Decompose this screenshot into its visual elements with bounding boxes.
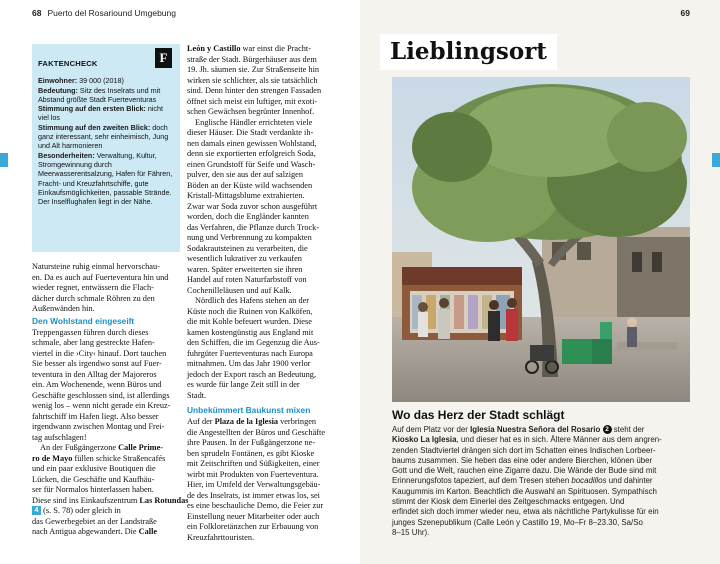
plaza-name: Plaza de la Iglesia [214, 417, 279, 426]
church-name: Iglesia Nuestra Señora del Rosario [470, 425, 601, 434]
plaza-tree-kiosk-image [392, 77, 690, 402]
right-page [360, 0, 720, 564]
running-head-text: Puerto del Rosariound Umgebung [47, 8, 176, 18]
map-reference-badge: 4 [32, 506, 41, 515]
map-reference-badge: 2 [603, 425, 612, 434]
page-edge-tab [0, 153, 8, 167]
kiosk-name: Kiosko La Iglesia [392, 435, 457, 445]
running-header [32, 8, 176, 18]
fact-entry: Einwohner: 39 000 (2018) [38, 76, 124, 86]
photo-caption-text: Auf dem Platz vor der Iglesia Nuestra Señora del Rosario 2 steht der Kiosko La Iglesia, und dieser hat es in sich. Ältere Männer aus dem angren- zenden Stadtviertel drängen sich dort im Schatten eines Indischen Lorbeer- baums zusammen. Sie heben das eine oder andere Bierchen, klönen über Gott und die Welt, rauchen eine Zigarre dazu. Die Wände der Bude sind mit Erinnerungsfotos tapeziert, auf dem Tresen stehen bocadillos und dahinter Kaugummis im Karton. Beachtlich die Auswahl an Spirituosen. Sympathisch stimmt der Kiosk dem Einerlei des Zeitgeschmacks entgegen. Und erfindet sich doch immer wieder neu, etwa als nächtliche Partykulisse für ein junges Szenepublikum (Calle León y Castillo 19, Mo–Fr 8–23.30, Sa/So 8–15 Uhr). [392, 425, 662, 537]
lieblingsort-heading: Lieblingsort [380, 34, 557, 70]
street-name: León y Castillo [187, 44, 241, 53]
fact-box-title: FAKTENCHECK [38, 59, 98, 68]
fact-entry: Stimmung auf den ersten Blick: nicht viel los [38, 104, 164, 123]
street-name: Calle Prime- [118, 443, 164, 452]
page-number: 69 [680, 8, 690, 18]
fact-entry: Stimmung auf den zweiten Blick: doch ganz interessant, sehr einheimisch, Jung und Alt harmonieren [38, 122, 169, 151]
photo-title: Wo das Herz der Stadt schlägt [392, 408, 565, 422]
right-column-text: León y Castillo war einst die Pracht- straße der Stadt. Bürgerhäuser aus dem 19. Jh. säumen sie. Zur Straßenseite hin wirken sie schlichter, als sie tatsächlich sind. Denn hinter den strengen Fassaden öffnet sich meist ein luftiger, mit exoti- schen Gewächsen begrünter Innenhof. Englische Händler errichteten viele dieser Häuser. Die Stadt verdankte ih- nen damals einen gewissen Wohlstand, denn sie exportierten erfolgreich Soda, einen Grundstoff für Seife und Wasch- pulver, den sie aus der auf salzigen Böden an der Küste wild wachsenden Kristall-Mittagsblume extrahierten. Zwar war Soda zuvor schon ausgeführt worden, doch die Engländer kannten das Verfahren, die Pflanze durch Trock- nung und Verbrennung zu kompakten Sodakrautsteinen zu verarbeiten, die wesentlich lukrativer zu verkaufen waren. Später erweiterten sie ihren Handel auf roten Naturfarbstoff von Cochenilleläusen und auf Kalk. Nördlich des Hafens stehen an der Küste noch die Ruinen von Kalköfen, die mit Kohle befeuert wurden. Diese kamen kostengünstig aus England mit den Schiffen, die im Gegenzug die Aus- fuhrgüter Fuerteventuras nach Europa mitnahmen. Um das Jahr 1900 verlor jedoch der Export rasch an Bedeutung, es wurde für lange Zeit still in der Stadt. Unbekümmert Baukunst mixen Auf der Plaza de la Iglesia verbringen die Angestellten der Büros und Geschäfte ihre Pausen. In der Fußgängerzone ne- ben sprudeln Fontänen, es gibt Kioske mit Zeitschriften und Süßigkeiten, einer wirbt mit Produkten von Fuerteventura. Hier, im Umfeld der Verwaltungsgebäu- de des Inselrats, ist immer etwas los, sei es eine beschauliche Demo, die Feier zur Einstellung neuer Mitarbeiter oder auch ein Folkloretänzchen zur Erbauung von Kreuzfahrttouristen. [187, 44, 333, 543]
fact-box [32, 44, 180, 252]
mall-name: Las Rotundas [139, 495, 189, 505]
page-number: 68 [32, 8, 42, 18]
page-edge-tab [712, 153, 720, 167]
section-heading-wohlstand: Den Wohlstand eingeseift [32, 315, 135, 326]
fact-check-badge-icon: F [155, 48, 172, 68]
fact-entry: Bedeutung: Sitz des Inselrats und mit Abstand größte Stadt Fuerteventuras [38, 85, 161, 104]
section-heading-baukunst: Unbekümmert Baukunst mixen [187, 405, 311, 415]
fact-entry: Besonderheiten: Verwaltung, Kultur, Stromgewinnung durch Meerwasserentsalzung, Hafen für Fähren, Fracht- und Kreuzfahrtschiffe, gute Einkaufsmöglichkeiten, passable Strände. Der Inselflughafen liegt in der Nähe. [38, 150, 173, 207]
left-column-text: Natursteine ruhig einmal hervorschau- en. Da es auch auf Fuerteventura hin und wieder regnet, entwässern die Flach- dächer durch schmale Röhren zu den Außenwänden hin. Den Wohlstand eingeseift Treppengassen führen durch dieses schmale, aber lang gestreckte Hafen- viertel in die ›City‹ hinauf. Dort tauchen Sie besser als irgendwo sonst auf Fuer- teventura in den Alltag der Majoreros ein. Am Wochenende, wenn Büros und Geschäfte geschlossen sind, ist allerdings wenig los – wenn nicht gerade ein Kreuz- fahrtschiff im Hafen liegt. Also besser irgendwann zwischen Montag und Frei- tag aufschlagen! An der Fußgängerzone Calle Prime- ro de Mayo füllen schicke Straßencafés und ein paar exklusive Boutiquen die Lücken, die Geschäfte und Kaufhäu- ser für Normalos hinterlassen haben. Diese sind ins Einkaufszentrum Las Rotundas 4 (s. S. 78) oder gleich in das Gewerbegebiet an der Landstraße nach Antigua abgewandert. Die Calle [32, 262, 189, 536]
kiosk-photo [392, 77, 690, 402]
